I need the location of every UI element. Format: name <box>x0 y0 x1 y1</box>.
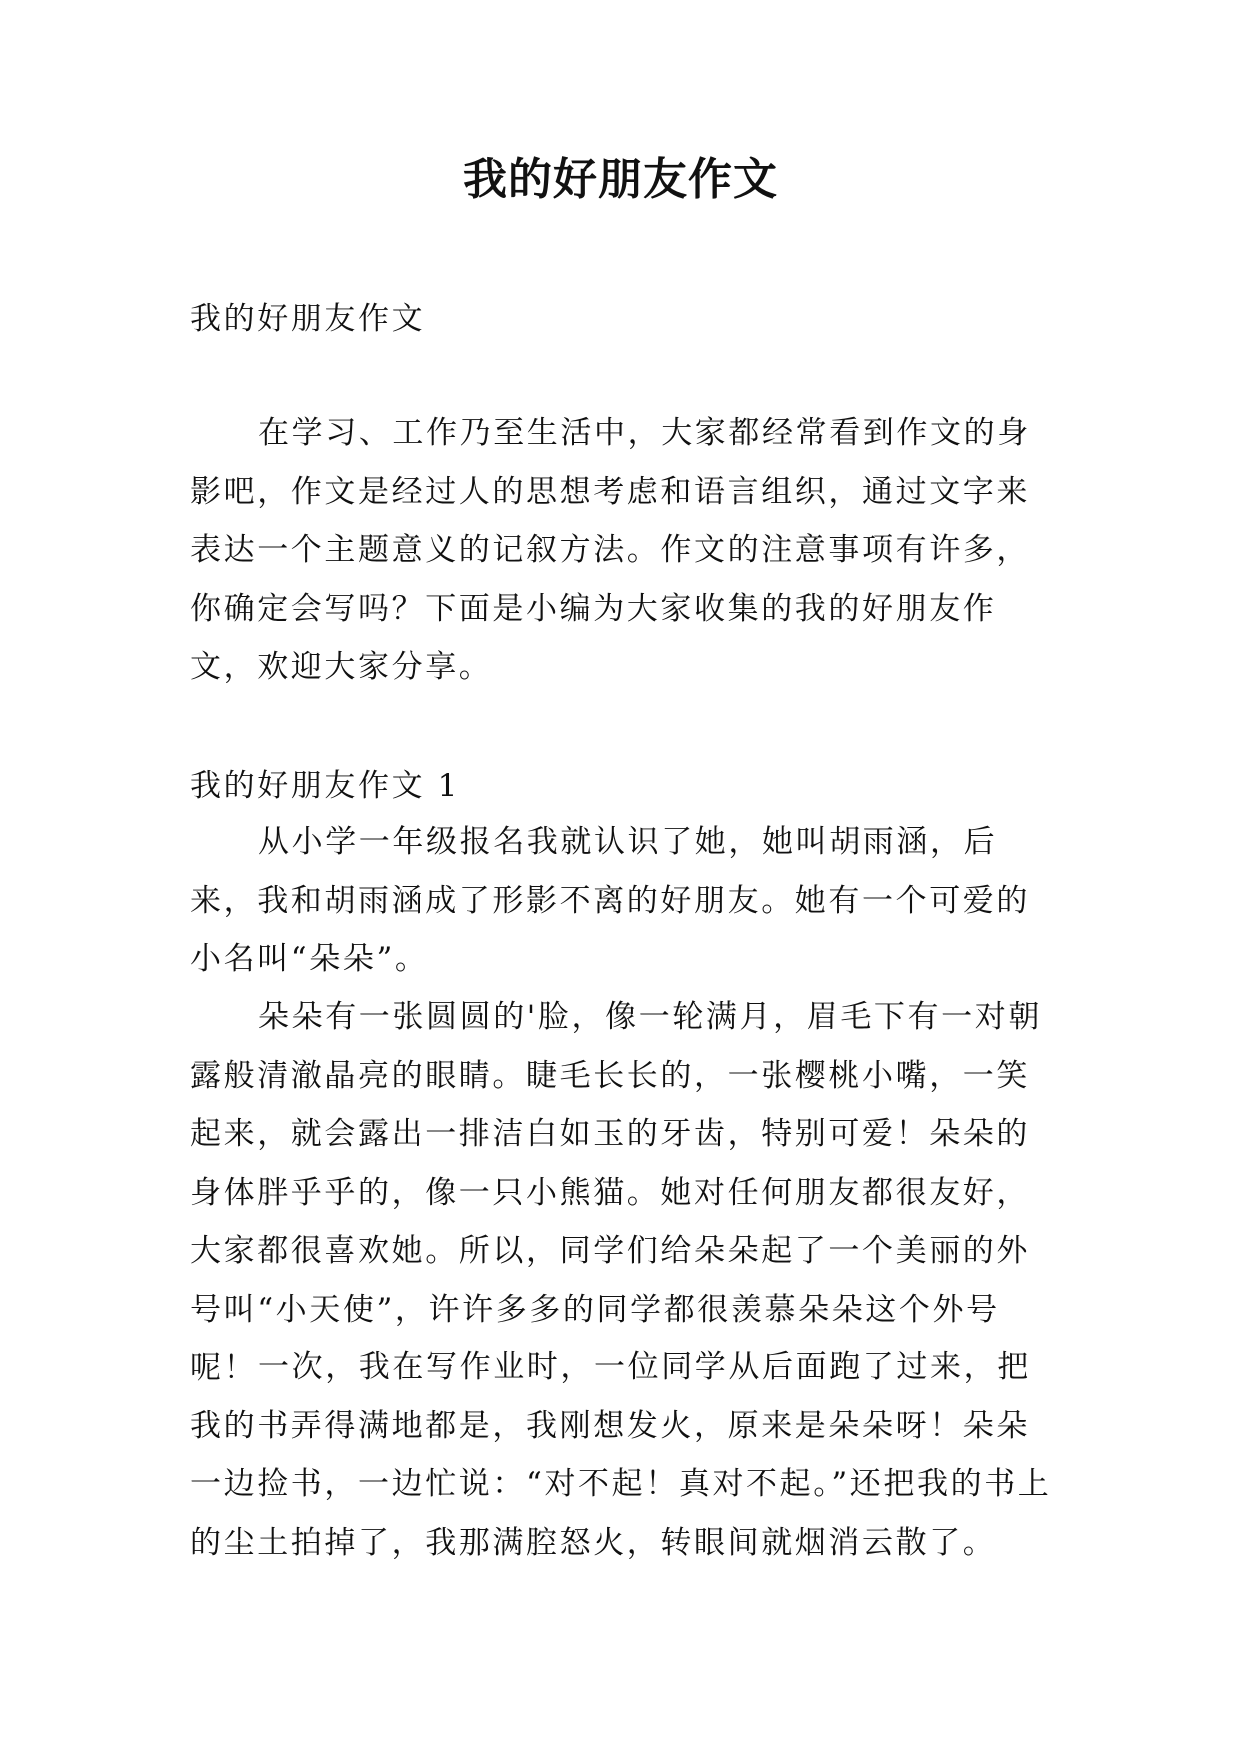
essay-1-heading: 我的好朋友作文 1 <box>190 768 460 804</box>
essay-1-paragraph: 一次，我在写作业时，一位同学从后面跑了过来，把我的书弄得满地都是，我刚想发火，原来是朵朵呀！朵朵一边捡书，一边忙说：“对不起！真对不起。”还把我的书上的尘土拍掉了，我那满腔怒火，转眼间就烟消云散了。 <box>190 1349 1052 1561</box>
essay-1-paragraph: 从小学一年级报名我就认识了她，她叫胡雨涵，后来，我和胡雨涵成了形影不离的好朋友。她有一个可爱的小名叫“朵朵”。 <box>190 824 1030 977</box>
intro-paragraph: 在学习、工作乃至生活中，大家都经常看到作文的身影吧，作文是经过人的思想考虑和语言组织，通过文字来表达一个主题意义的记叙方法。作文的注意事项有许多，你确定会写吗？下面是小编为大家收集的我的好朋友作文，欢迎大家分享。 <box>190 415 1031 685</box>
document-subtitle: 我的好朋友作文 <box>190 301 426 337</box>
document-title: 我的好朋友作文 <box>463 154 778 205</box>
essay-1-paragraph: 朵朵有一张圆圆的'脸，像一轮满月，眉毛下有一对朝露般清澈晶亮的眼睛。睫毛长长的，一张樱桃小嘴，一笑起来，就会露出一排洁白如玉的牙齿，特别可爱！朵朵的身体胖乎乎的，像一只小熊猫。她对任何朋友都很友好，大家都很喜欢她。所以，同学们给朵朵起了一个美丽的外号叫“小天使”，许许多多的同学都很羡慕朵朵这个外号呢！ <box>190 999 1042 1386</box>
